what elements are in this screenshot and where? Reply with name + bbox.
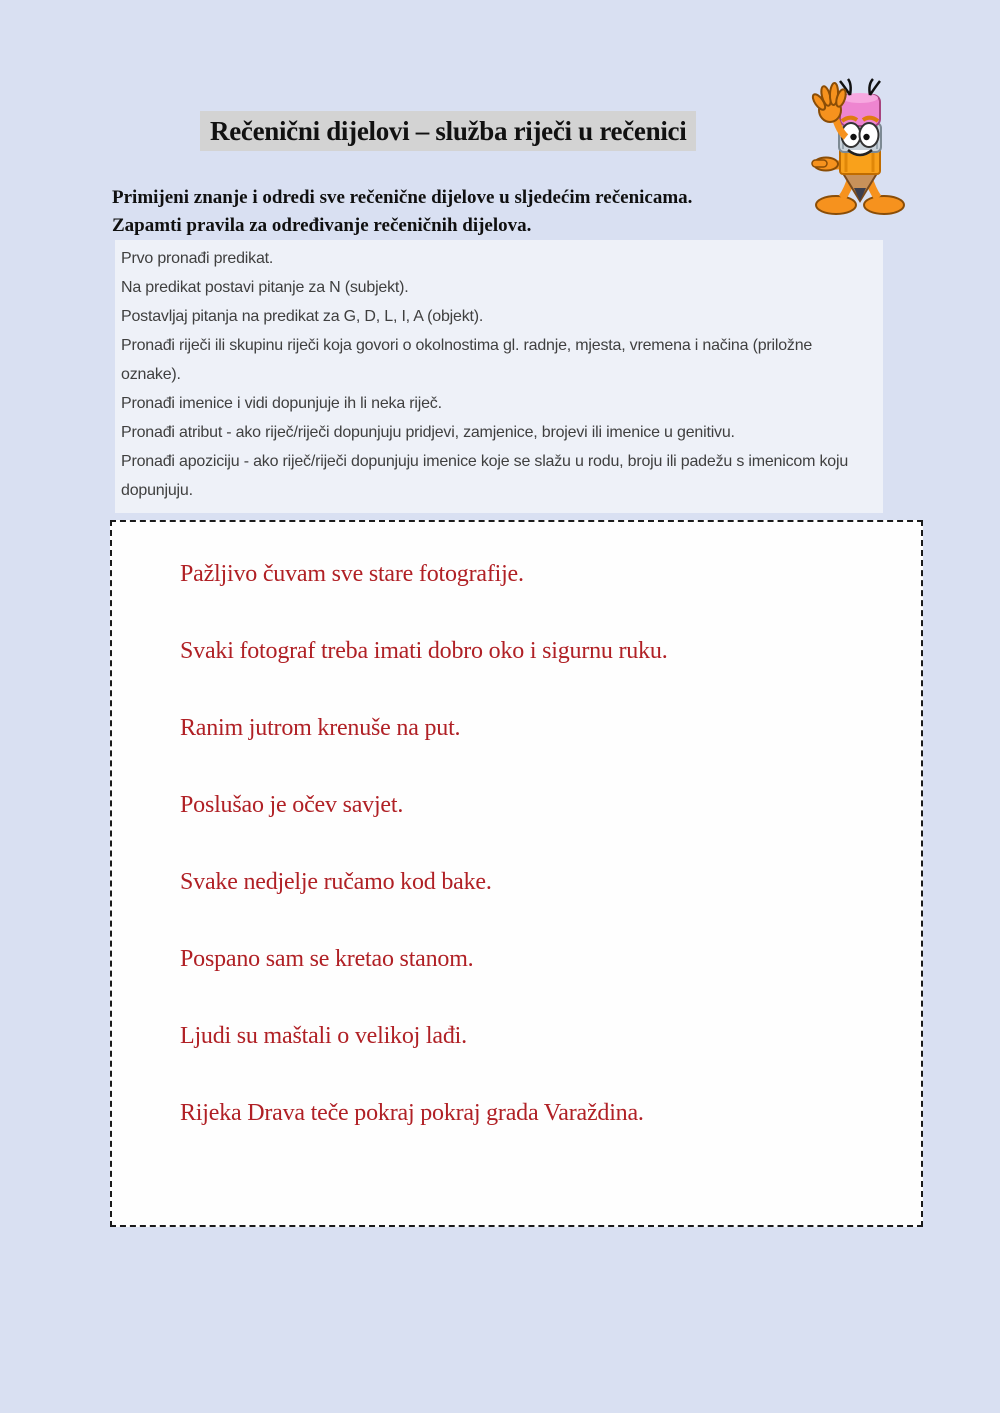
- page-title: Rečenični dijelovi – služba riječi u rečenici: [200, 111, 696, 151]
- sentence-item: Rijeka Drava teče pokraj pokraj grada Varaždina.: [180, 1100, 644, 1126]
- rules-panel: [115, 240, 883, 513]
- sentence-item: Svake nedjelje ručamo kod bake.: [180, 869, 492, 895]
- rule-item: Pronađi riječi ili skupinu riječi koja govori o okolnostima gl. radnje, mjesta, vremena i načina (priložne oznake).: [121, 337, 813, 383]
- sentence-item: Svaki fotograf treba imati dobro oko i sigurnu ruku.: [180, 638, 668, 664]
- rule-item: Pronađi imenice i vidi dopunjuje ih li neka riječ.: [121, 395, 442, 412]
- rule-item: Postavljaj pitanja na predikat za G, D, L, I, A (objekt).: [121, 308, 484, 325]
- rule-item: Na predikat postavi pitanje za N (subjekt).: [121, 279, 409, 296]
- sentence-item: Ljudi su maštali o velikoj lađi.: [180, 1023, 467, 1049]
- exercise-box: [110, 520, 923, 1227]
- intro-line-1: Primijeni znanje i odredi sve rečenične dijelove u sljedećim rečenicama.: [112, 187, 693, 208]
- rule-item: Pronađi apoziciju - ako riječ/riječi dopunjuju imenice koje se slažu u rodu, broju ili padežu s imenicom koju dopunjuju.: [121, 453, 849, 499]
- intro-text: [112, 184, 792, 240]
- page-title-wrap: [200, 111, 696, 151]
- sentence-item: Pospano sam se kretao stanom.: [180, 946, 474, 972]
- sentence-item: Pažljivo čuvam sve stare fotografije.: [180, 561, 524, 587]
- intro-line-2: Zapamti pravila za određivanje rečeničnih dijelova.: [112, 215, 532, 236]
- rule-item: Pronađi atribut - ako riječ/riječi dopunjuju pridjevi, zamjenice, brojevi ili imenice u genitivu.: [121, 424, 735, 441]
- sentence-item: Ranim jutrom krenuše na put.: [180, 715, 461, 741]
- sentence-item: Poslušao je očev savjet.: [180, 792, 404, 818]
- rule-item: Prvo pronađi predikat.: [121, 250, 274, 267]
- pencil-mascot-icon: [810, 74, 910, 219]
